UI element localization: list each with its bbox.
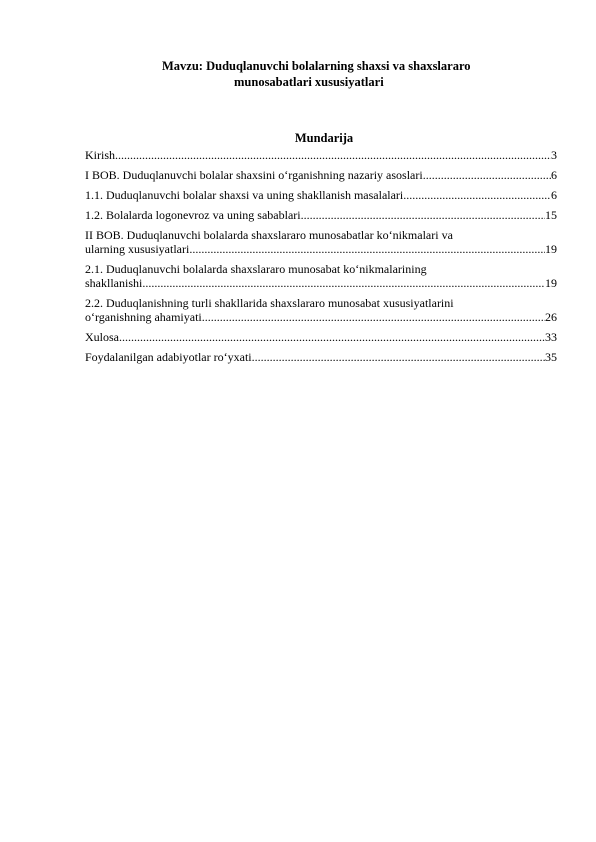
toc-page-number: 33 <box>545 330 557 344</box>
toc-entry-text: shakllanishi <box>85 276 143 290</box>
toc-dot-leader <box>202 310 545 324</box>
toc-page-number: 19 <box>545 276 557 290</box>
toc-entry-section-1-1[interactable] <box>85 188 557 202</box>
toc-dot-leader <box>423 168 551 182</box>
toc-entry-text-line-1: 2.1. Duduqlanuvchi bolalarda shaxslararo munosabat ko‘nikmalarining <box>85 262 427 276</box>
toc-dot-leader <box>301 208 545 222</box>
toc-entry-text: Foydalanilgan adabiyotlar ro‘yxati <box>85 350 252 364</box>
toc-entry-chapter-2[interactable] <box>85 228 557 256</box>
toc-page-number: 3 <box>551 148 557 162</box>
toc-entry-text: 1.1. Duduqlanuvchi bolalar shaxsi va uning shakllanish masalalari <box>85 188 404 202</box>
toc-entry-text-line-1: II BOB. Duduqlanuvchi bolalarda shaxslararo munosabatlar ko‘nikmalari va <box>85 228 453 242</box>
toc-entry-section-2-1[interactable] <box>85 262 557 290</box>
toc-page-number: 19 <box>545 242 557 256</box>
toc-page-number: 6 <box>551 168 557 182</box>
toc-page-number: 15 <box>545 208 557 222</box>
title-line-2: munosabatlari xususiyatlari <box>234 75 384 89</box>
toc-heading: Mundarija <box>294 131 354 145</box>
toc-entry-text: 1.2. Bolalarda logonevroz va uning sabablari <box>85 208 301 222</box>
toc-page-number: 26 <box>545 310 557 324</box>
toc-page-number: 35 <box>545 350 557 364</box>
toc-dot-leader <box>189 242 545 256</box>
toc-page-number: 6 <box>551 188 557 202</box>
toc-entry-text: ularning xususiyatlari <box>85 242 190 256</box>
table-of-contents <box>85 148 557 370</box>
toc-dot-leader <box>403 188 551 202</box>
toc-entry-chapter-1[interactable] <box>85 168 557 182</box>
toc-dot-leader <box>115 148 551 162</box>
toc-dot-leader <box>119 330 545 344</box>
toc-entry-text: I BOB. Duduqlanuvchi bolalar shaxsini o‘rganishning nazariy asoslari <box>85 168 423 182</box>
toc-entry-text: Xulosa <box>85 330 119 344</box>
toc-entry-conclusion[interactable] <box>85 330 557 344</box>
toc-entry-references[interactable] <box>85 350 557 364</box>
toc-entry-introduction[interactable] <box>85 148 557 162</box>
toc-entry-section-2-2[interactable] <box>85 296 557 324</box>
toc-dot-leader <box>252 350 545 364</box>
title-line-1: Mavzu: Duduqlanuvchi bolalarning shaxsi va shaxslararo <box>162 59 471 73</box>
toc-dot-leader <box>142 276 545 290</box>
toc-entry-text-line-1: 2.2. Duduqlanishning turli shakllarida shaxslararo munosabat xususiyatlarini <box>85 296 454 310</box>
toc-entry-text: o‘rganishning ahamiyati <box>85 310 202 324</box>
toc-entry-text: Kirish <box>85 148 115 162</box>
document-title <box>150 58 530 90</box>
toc-entry-section-1-2[interactable] <box>85 208 557 222</box>
